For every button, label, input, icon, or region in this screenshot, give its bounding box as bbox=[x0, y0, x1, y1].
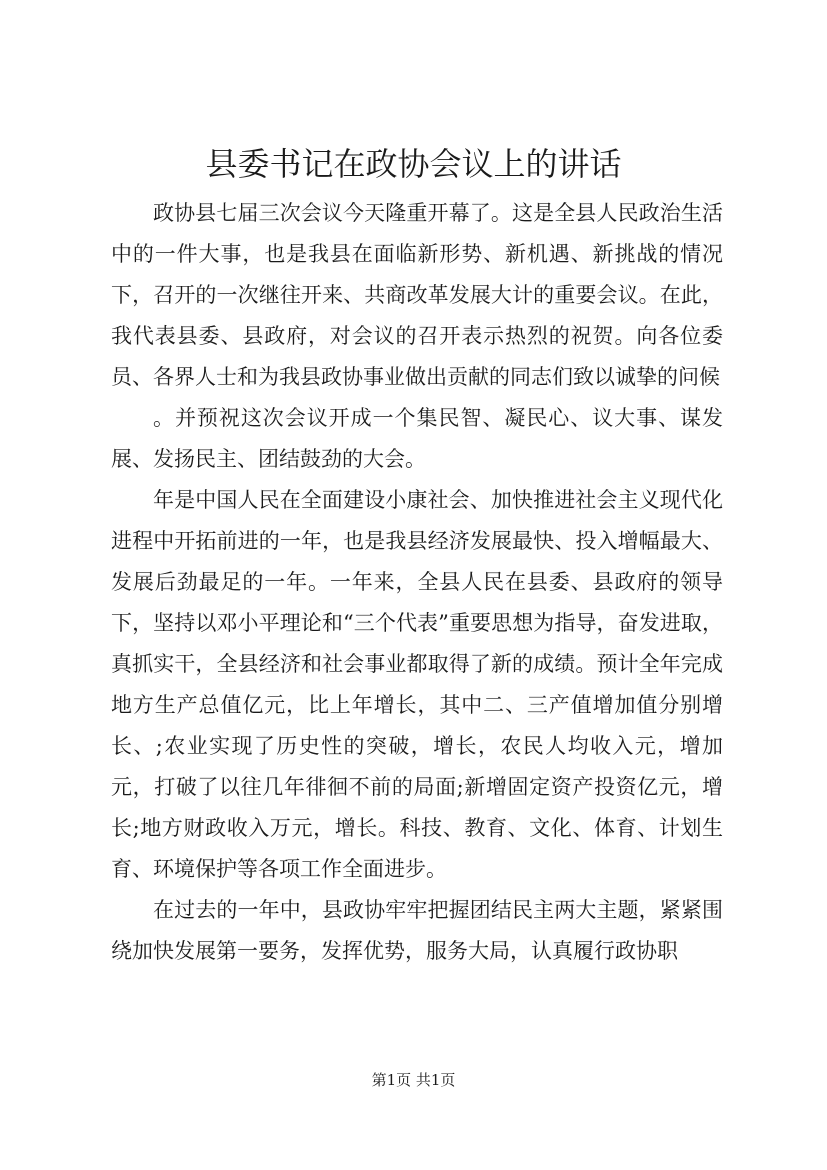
document-body bbox=[111, 193, 723, 972]
paragraph-achievements: 年是中国人民在全面建设小康社会、加快推进社会主义现代化进程中开拓前进的一年，也是我县经济发展最快、投入增幅最大、发展后劲最足的一年。一年来，全县人民在县委、县政府的领导下，坚持以邓小平理论和“三个代表”重要思想为指导，奋发进取，真抓实干，全县经济和社会事业都取得了新的成绩。预计全年完成地方生产总值亿元，比上年增长，其中二、三产值增加值分别增长、;农业实现了历史性的突破，增长，农民人均收入元，增加元，打破了以往几年徘徊不前的局面;新增固定资产投资亿元，增长;地方财政收入万元，增长。科技、教育、文化、体育、计划生育、环境保护等各项工作全面进步。 bbox=[111, 488, 723, 881]
document-title: 县委书记在政协会议上的讲话 bbox=[205, 145, 622, 183]
paragraph-cppcc-work: 在过去的一年中，县政协牢牢把握团结民主两大主题，紧紧围绕加快发展第一要务，发挥优势，服务大局，认真履行政协职 bbox=[111, 898, 723, 963]
paragraph-opening: 政协县七届三次会议今天隆重开幕了。这是全县人民政治生活中的一件大事，也是我县在面临新形势、新机遇、新挑战的情况下，召开的一次继往开来、共商改革发展大计的重要会议。在此，我代表县委、县政府，对会议的召开表示热烈的祝贺。向各位委员、各界人士和为我县政协事业做出贡献的同志们致以诚挚的问候 bbox=[111, 201, 723, 389]
page-number-footer: 第1页 共1页 bbox=[371, 1071, 456, 1089]
paragraph-wishes: 。并预祝这次会议开成一个集民智、凝民心、议大事、谋发展、发扬民主、团结鼓劲的大会。 bbox=[111, 406, 723, 471]
